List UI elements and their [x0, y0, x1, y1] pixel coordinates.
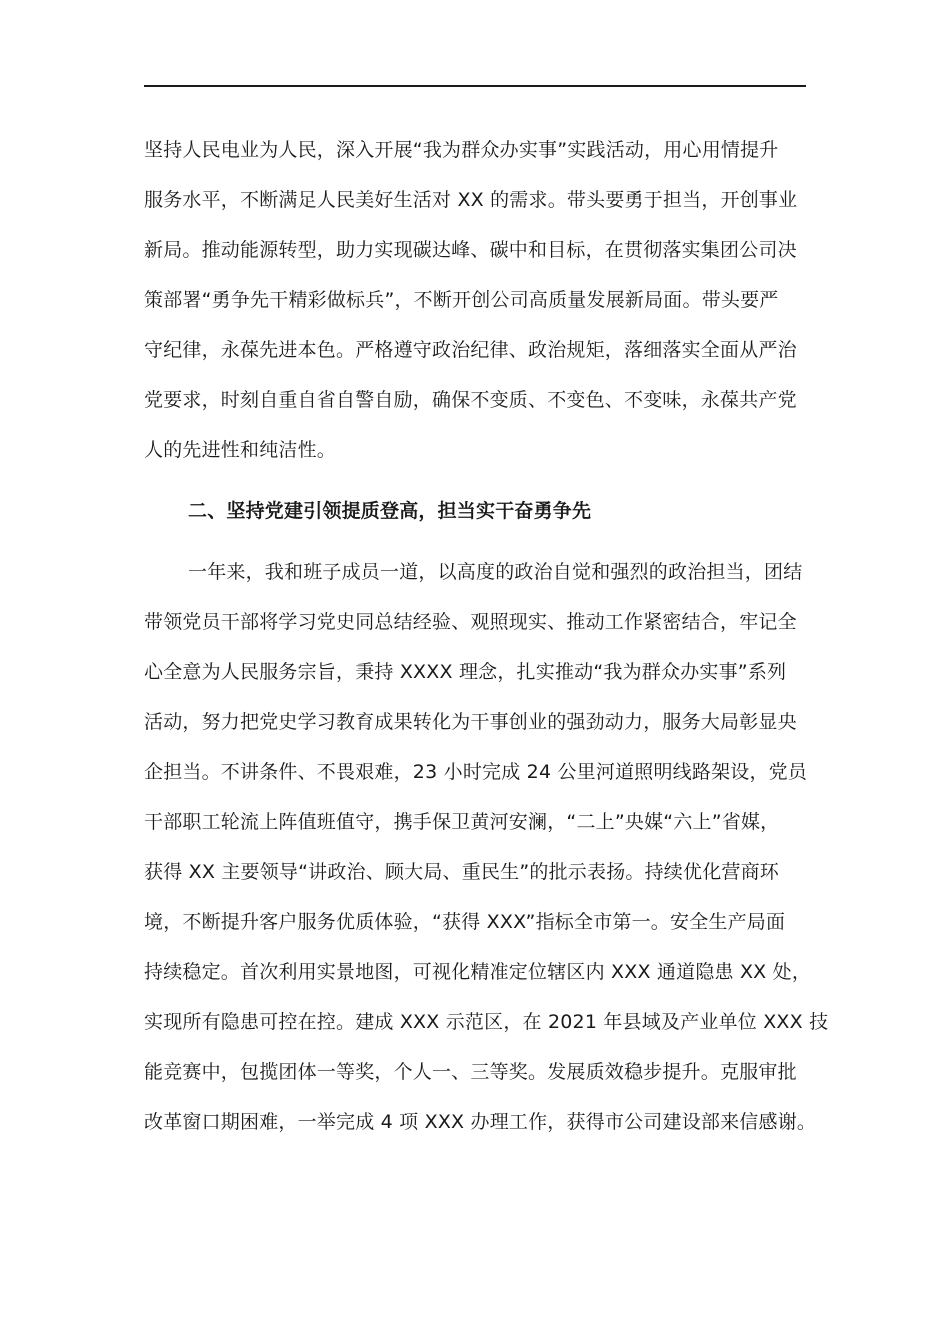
- text-line: 带领党员干部将学习党史同总结经验、观照现实、推动工作紧密结合，牢记全: [144, 611, 797, 633]
- paragraph-1: [144, 125, 806, 475]
- header-rule: [144, 85, 806, 87]
- section-heading: 二、坚持党建引领提质登高，担当实干奋勇争先: [188, 500, 592, 522]
- paragraph-2: [144, 547, 829, 1147]
- text-line: 坚持人民电业为人民，深入开展“我为群众办实事”实践活动，用心用情提升: [144, 139, 779, 161]
- text-line: 一年来，我和班子成员一道，以高度的政治自觉和强烈的政治担当，团结: [188, 561, 803, 583]
- text-line: 能竞赛中，包揽团体一等奖，个人一、三等奖。发展质效稳步提升。克服审批: [144, 1061, 797, 1083]
- text-line: 服务水平，不断满足人民美好生活对 XX 的需求。带头要勇于担当，开创事业: [144, 189, 798, 211]
- text-line: 境，不断提升客户服务优质体验，“获得 XXX”指标全市第一。安全生产局面: [144, 911, 786, 933]
- text-line: 策部署“勇争先干精彩做标兵”，不断开创公司高质量发展新局面。带头要严: [144, 289, 779, 311]
- text-line: 人的先进性和纯洁性。: [144, 439, 337, 461]
- text-line: 企担当。不讲条件、不畏艰难，23 小时完成 24 公里河道照明线路架设，党员: [144, 761, 808, 783]
- text-line: 持续稳定。首次利用实景地图，可视化精准定位辖区内 XXX 通道隐患 XX 处，: [144, 961, 812, 983]
- text-line: 心全意为人民服务宗旨，秉持 XXXX 理念，扎实推动“我为群众办实事”系列: [144, 661, 787, 683]
- text-line: 获得 XX 主要领导“讲政治、顾大局、重民生”的批示表扬。持续优化营商环: [144, 861, 779, 883]
- text-line: 干部职工轮流上阵值班值守，携手保卫黄河安澜，“二上”央媒“六上”省媒，: [144, 811, 780, 833]
- text-line: 守纪律，永葆先进本色。严格遵守政治纪律、政治规矩，落细落实全面从严治: [144, 339, 797, 361]
- text-line: 活动，努力把党史学习教育成果转化为干事创业的强劲动力，服务大局彰显央: [144, 711, 797, 733]
- text-line: 实现所有隐患可控在控。建成 XXX 示范区，在 2021 年县域及产业单位 XXX 技: [144, 1011, 829, 1033]
- text-line: 党要求，时刻自重自省自警自励，确保不变质、不变色、不变味，永葆共产党: [144, 389, 797, 411]
- text-line: 改革窗口期困难，一举完成 4 项 XXX 办理工作，获得市公司建设部来信感谢。: [144, 1111, 817, 1133]
- text-line: 新局。推动能源转型，助力实现碳达峰、碳中和目标，在贯彻落实集团公司决: [144, 239, 797, 261]
- document-body: [144, 125, 829, 1147]
